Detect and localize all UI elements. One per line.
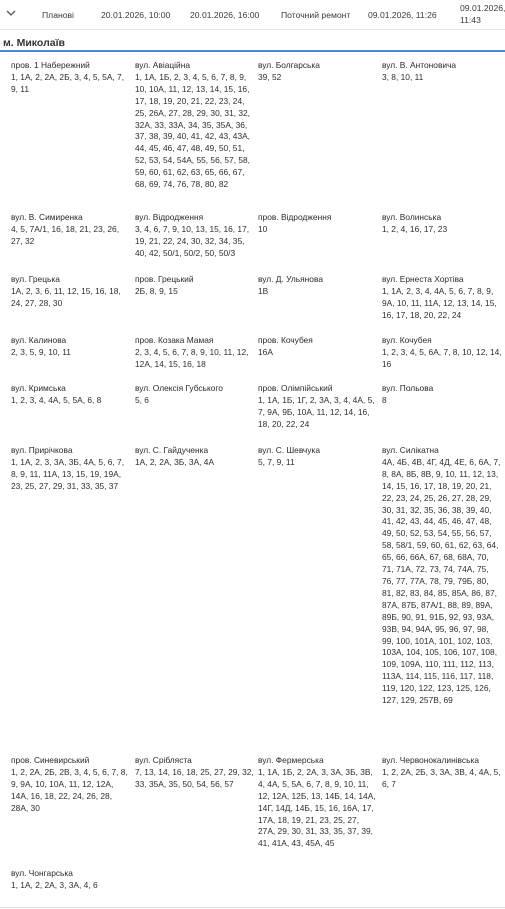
street-name: вул. Грецька [11,274,60,284]
street-item [382,335,502,371]
street-name: пров. 1 Набережний [11,60,90,70]
street-item [11,274,131,310]
street-houses: 1, 1А, 1Б, 2, 2А, 3, 3А, 3Б, 3В, 4, 4А, 5, 5А, 6, 7, 8, 9, 10, 11, 12, 12А, 12Б, 13, 14Б, 14, 14А, 14Г, 14Д, 14Б, 15, 16, 16А, 17, 17А, 18, 19, 21, 23, 25, 27, 27А, 29, 30, 31, 33, 35, 37, 39, 41, 41А, 43, 45А, 45 [258,766,376,849]
street-name: вул. Олексія Губського [135,383,223,393]
street-houses: 2, 3, 4, 5, 6, 7, 8, 9, 10, 11, 12, 12А, 14, 15, 16, 18 [135,346,249,369]
outage-end: 20.01.2026, 16:00 [190,10,260,20]
outage-updated [460,2,505,26]
street-houses: 1, 2, 3, 4, 5, 6А, 7, 8, 10, 12, 14, 16 [382,346,502,369]
street-name: вул. Ернеста Хортіва [382,274,464,284]
street-name: вул. В. Симиренка [11,212,83,222]
outage-row[interactable] [0,0,505,30]
street-houses: 10 [258,223,268,234]
street-houses: 3, 8, 10, 11 [382,71,424,82]
street-name: пров. Кочубея [258,335,313,345]
street-item [382,755,502,791]
street-name: пров. Відродження [258,212,332,222]
street-houses: 1, 2, 3, 4, 4А, 5, 5А, 6, 8 [11,394,102,405]
street-item [382,274,502,322]
outage-reason: Поточний ремонт [281,10,351,20]
street-houses: 1, 1А, 2, 2А, 3, 3А, 4, 6 [11,879,98,890]
street-item [258,274,378,298]
street-name: пров. Козака Мамая [135,335,214,345]
street-item [258,212,378,236]
street-item [258,755,378,850]
street-houses: 1, 1А, 2, 2А, 2Б, 3, 4, 5, 5А, 7, 9, 11 [11,71,125,94]
street-item [11,383,131,407]
outage-type: Планові [42,10,74,20]
street-houses: 2, 3, 5, 9, 10, 11 [11,346,71,357]
street-houses: 1, 2, 2А, 2Б, 2В, 3, 4, 5, 6, 7, 8, 9, 9А, 10, 10А, 11, 12, 12А, 14А, 16, 18, 22, 24, 26, 28, 28А, 30 [11,766,128,813]
street-item [135,445,255,469]
street-houses: 16А [258,346,273,357]
street-houses: 1, 2, 4, 16, 17, 23 [382,223,448,234]
street-name: вул. Авіаційна [135,60,190,70]
street-item [258,335,378,359]
street-houses: 4А, 4Б, 4В, 4Г, 4Д, 4Е, 6, 6А, 7, 8, 8А, 8Б, 8В, 9, 10, 11, 12, 13, 14, 15, 16, 17, 18, 19, 20, 21, 22, 23, 24, 25, 26, 27, 28, 29, 30, 31, 32, 35, 36, 38, 39, 40, 41, 42, 43, 44, 45, 46, 47, 48, 49, 50, 52, 53, 54, 55, 56, 57, 58, 58/1, 59, 60, 61, 62, 63, 64, 65, 66, 66А, 67, 68, 68А, 70, 71, 71А, 72, 73, 74, 74А, 75, 76, 77, 77А, 78, 79, 79Б, 80, 81, 82, 83, 84, 85, 85А, 86, 87, 87А, 87Б, 87А/1, 88, 89, 89А, 89Б, 90, 91, 91Б, 92, 93, 93А, 93В, 94, 94А, 95, 96, 97, 98, 99, 100, 101А, 101, 102, 103, 103А, 104, 105, 106, 107, 108, 109, 109А, 110, 111, 112, 113, 113А, 114, 115, 116, 117, 118, 119, 120, 122, 123, 125, 126, 127, 129, 257В, 69 [382,456,501,706]
street-houses: 5, 7, 9, 11 [258,456,295,467]
street-name: пров. Олімпійський [258,383,333,393]
street-item [135,755,255,791]
outage-created: 09.01.2026, 11:26 [368,10,437,20]
street-name: вул. Червонокалинівська [382,755,479,765]
street-name: вул. Д. Ульянова [258,274,323,284]
street-name: вул. С. Гайдученка [135,445,209,455]
street-name: пров. Грецький [135,274,194,284]
street-item [11,60,131,96]
street-item [11,335,131,359]
street-item [11,212,131,248]
street-houses: 1А, 2, 3, 6, 11, 12, 15, 16, 18, 24, 27, 28, 30 [11,285,121,308]
street-houses: 1, 1А, 2, 3, 4, 4А, 5, 6, 7, 8, 9, 9А, 10, 11, 11А, 12, 13, 14, 15, 16, 17, 18, 20, 22, 24 [382,285,497,320]
street-item [11,755,131,815]
street-name: вул. Болгарська [258,60,320,70]
outage-updated-date: 09.01.2026, [460,3,505,13]
street-item [258,383,378,431]
street-houses: 5, 6 [135,394,149,405]
street-item [135,212,255,260]
chevron-down-icon[interactable] [5,7,17,19]
street-houses: 4, 5, 7А/1, 16, 18, 21, 23, 26, 27, 32 [11,223,120,246]
city-divider [0,50,505,52]
street-name: вул. Кочубея [382,335,432,345]
street-houses: 1, 1А, 2, 3, 3А, 3Б, 4А, 5, 6, 7, 8, 9, 11, 11А, 13, 15, 19, 19А, 23, 25, 27, 29, 31, 33, 35, 37 [11,456,125,491]
street-name: вул. Кримська [11,383,66,393]
street-name: вул. Силікатна [382,445,439,455]
street-name: вул. Чонгарська [11,868,73,878]
street-item [382,445,502,707]
street-item [135,335,255,371]
street-name: вул. С. Шевчука [258,445,320,455]
row-divider [0,907,505,908]
street-name: вул. Срібляста [135,755,192,765]
outage-updated-time: 11:43 [460,15,481,25]
street-name: пров. Синевирський [11,755,90,765]
street-item [258,445,378,469]
street-houses: 1, 2, 2А, 2Б, 3, 3А, 3В, 4, 4А, 5, 6, 7 [382,766,501,789]
street-item [135,383,255,407]
street-houses: 1А, 2, 2А, 3Б, 3А, 4А [135,456,215,467]
street-houses: 1, 1А, 1Б, 2, 3, 4, 5, 6, 7, 8, 9, 10, 10А, 11, 12, 13, 14, 15, 16, 17, 18, 19, 20, 21, 22, 23, 24, 25, 26А, 27, 28, 29, 30, 31, 32, 32А, 33, 33А, 34, 35, 35А, 36, 37, 38, 39, 40, 41, 42, 43, 43А, 44, 45, 46, 47, 48, 49, 50, 51, 52, 53, 54, 54А, 55, 56, 57, 58, 59, 60, 61, 62, 63, 65, 66, 67, 68, 69, 74, 76, 78, 80, 82 [135,71,251,190]
street-houses: 1, 1А, 1Б, 1Г, 2, 3А, 3, 4, 4А, 5, 7, 9А, 9Б, 10А, 11, 12, 14, 16, 18, 20, 22, 24 [258,394,375,429]
street-houses: 7, 13, 14, 16, 18, 25, 27, 29, 32, 33, 35А, 35, 50, 54, 56, 57 [135,766,254,789]
street-item [135,60,255,191]
street-item [135,274,255,298]
street-houses: 3, 4, 6, 7, 9, 10, 13, 15, 16, 17, 19, 21, 22, 24, 30, 32, 34, 35, 40, 42, 50/1, 50/2, 50, 50/3 [135,223,250,258]
street-name: вул. Калинова [11,335,67,345]
street-houses: 8 [382,394,387,405]
street-item [382,60,502,84]
street-name: вул. В. Антоновича [382,60,457,70]
street-houses: 2Б, 8, 9, 15 [135,285,178,296]
street-item [382,212,502,236]
street-name: вул. Відродження [135,212,204,222]
street-item [11,868,131,892]
street-name: вул. Прирічкова [11,445,73,455]
street-name: вул. Польова [382,383,434,393]
outage-start: 20.01.2026, 10:00 [101,10,171,20]
street-item [382,383,502,407]
street-item [11,445,131,493]
street-houses: 1В [258,285,269,296]
street-item [258,60,378,84]
street-name: вул. Волинська [382,212,442,222]
street-houses: 39, 52 [258,71,282,82]
city-title: м. Миколаїв [3,37,65,49]
street-name: вул. Фермерська [258,755,324,765]
